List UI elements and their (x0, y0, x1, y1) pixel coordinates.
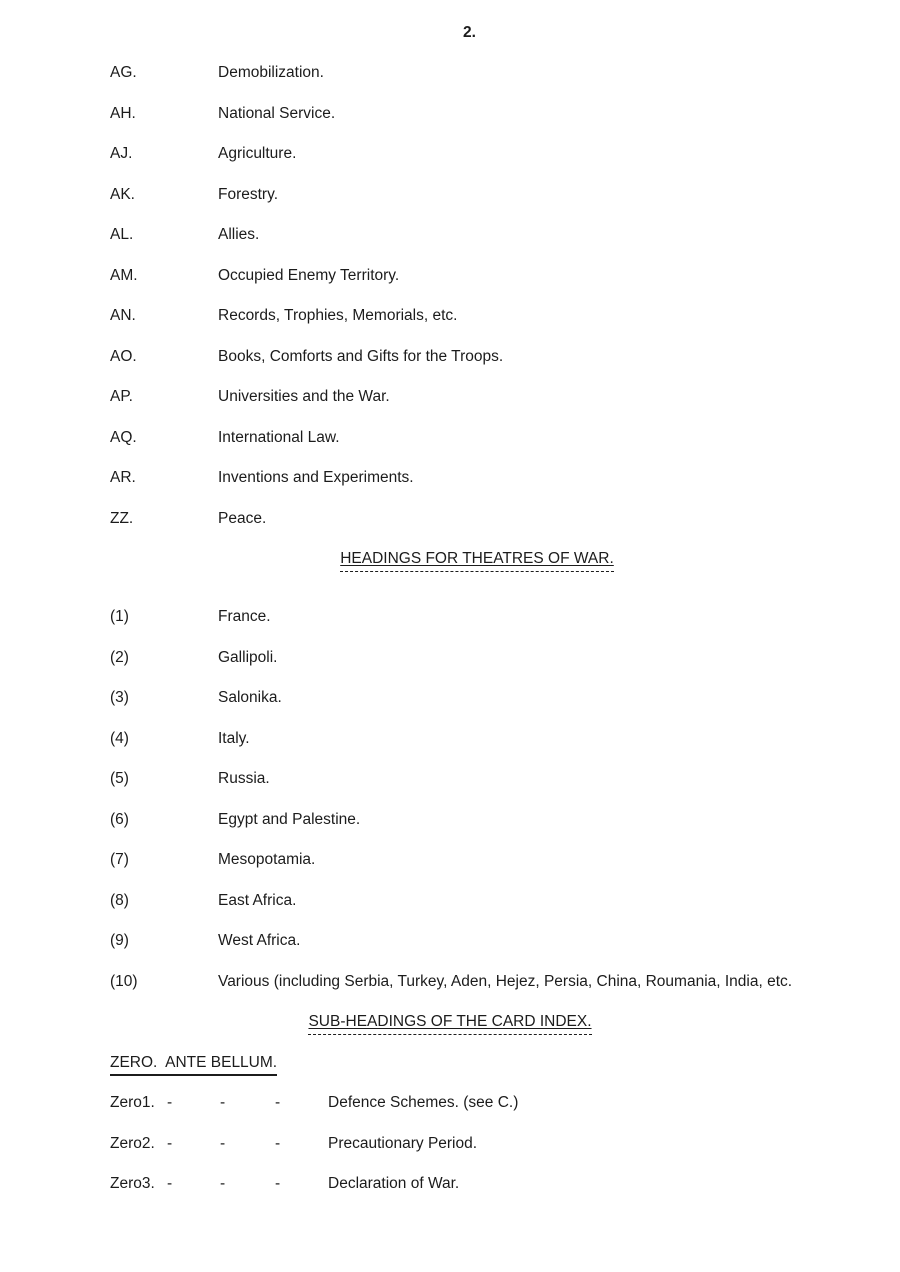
dash-separator: - (220, 1175, 226, 1192)
heading-label: Records, Trophies, Memorials, etc. (218, 307, 458, 324)
dash-separator: - (275, 1094, 281, 1111)
card-heading-row (0, 104, 900, 145)
theatre-row (0, 972, 900, 1013)
heading-code: AH. (110, 104, 136, 122)
card-heading-row (0, 225, 900, 266)
theatre-label: Various (including Serbia, Turkey, Aden, Hejez, Persia, China, Roumania, India, etc. (218, 972, 793, 990)
card-heading-row (0, 428, 900, 469)
heading-code: AJ. (110, 145, 133, 162)
theatre-label: East Africa. (218, 891, 297, 909)
theatre-row (0, 769, 900, 810)
theatre-label: Gallipoli. (218, 648, 278, 666)
theatres-heading-text: HEADINGS FOR THEATRES OF WAR. (340, 549, 614, 572)
card-heading-row (0, 63, 900, 104)
theatre-number: (4) (110, 729, 129, 747)
theatre-row (0, 729, 900, 770)
theatre-row (0, 850, 900, 891)
card-headings-list (0, 63, 900, 549)
heading-code: AG. (110, 64, 137, 81)
theatre-row (0, 931, 900, 972)
zero-item-row (0, 1174, 900, 1215)
zero-section-heading (0, 1053, 900, 1094)
zero-heading-text: ZERO. ANTE BELLUM. (110, 1053, 277, 1076)
theatre-number: (1) (110, 608, 129, 625)
zero-items-list (0, 1093, 900, 1215)
zero-item-row (0, 1134, 900, 1175)
card-heading-row (0, 509, 900, 550)
heading-label: Demobilization. (218, 64, 324, 81)
card-heading-row (0, 266, 900, 307)
theatre-label: France. (218, 608, 271, 625)
zero-item-row (0, 1093, 900, 1134)
dash-separator: - (275, 1134, 281, 1152)
theatre-row (0, 810, 900, 851)
theatre-number: (3) (110, 689, 129, 706)
theatre-number: (10) (110, 972, 138, 990)
theatre-label: West Africa. (218, 932, 301, 949)
heading-code: AQ. (110, 428, 137, 446)
theatre-row (0, 607, 900, 648)
heading-code: AL. (110, 226, 134, 243)
dash-separator: - (220, 1094, 226, 1111)
page-number: 2. (463, 24, 476, 41)
dash-separator: - (275, 1175, 281, 1192)
theatre-label: Egypt and Palestine. (218, 810, 361, 828)
zero-item-code: Zero2. (110, 1134, 155, 1152)
heading-code: AM. (110, 266, 138, 284)
theatre-number: (9) (110, 932, 129, 949)
heading-label: Agriculture. (218, 145, 297, 162)
heading-label: Inventions and Experiments. (218, 469, 414, 486)
card-heading-row (0, 347, 900, 388)
heading-code: AN. (110, 307, 136, 324)
zero-item-label: Declaration of War. (328, 1175, 460, 1192)
theatre-row (0, 891, 900, 932)
zero-item-label: Defence Schemes. (see C.) (328, 1094, 519, 1111)
heading-label: Peace. (218, 509, 267, 527)
heading-label: Universities and the War. (218, 388, 390, 405)
subheadings-heading-text: SUB-HEADINGS OF THE CARD INDEX. (308, 1012, 591, 1035)
dash-separator: - (167, 1134, 173, 1152)
card-heading-row (0, 306, 900, 347)
heading-code: AO. (110, 347, 137, 365)
zero-item-code: Zero1. (110, 1094, 155, 1111)
heading-label: Forestry. (218, 185, 278, 203)
heading-label: Occupied Enemy Territory. (218, 266, 400, 284)
dash-separator: - (167, 1094, 173, 1111)
dash-separator: - (220, 1134, 226, 1152)
theatres-list (0, 607, 900, 1012)
card-heading-row (0, 144, 900, 185)
theatre-number: (2) (110, 648, 129, 666)
theatre-label: Russia. (218, 770, 270, 787)
theatre-label: Italy. (218, 729, 250, 747)
heading-code: AP. (110, 388, 133, 405)
heading-label: Allies. (218, 226, 260, 243)
theatre-number: (6) (110, 810, 129, 828)
zero-item-code: Zero3. (110, 1175, 155, 1192)
theatre-number: (5) (110, 770, 129, 787)
theatre-number: (7) (110, 851, 129, 868)
theatres-section-heading (0, 549, 900, 607)
theatre-number: (8) (110, 891, 129, 909)
heading-label: National Service. (218, 104, 336, 122)
subheadings-section-heading (0, 1012, 900, 1053)
dash-separator: - (167, 1175, 173, 1192)
heading-code: ZZ. (110, 509, 134, 527)
heading-code: AR. (110, 469, 136, 486)
heading-label: International Law. (218, 428, 340, 446)
card-heading-row (0, 185, 900, 226)
theatre-label: Mesopotamia. (218, 851, 316, 868)
theatre-row (0, 688, 900, 729)
theatre-label: Salonika. (218, 689, 282, 706)
heading-code: AK. (110, 185, 135, 203)
heading-label: Books, Comforts and Gifts for the Troops. (218, 347, 504, 365)
card-heading-row (0, 387, 900, 428)
card-heading-row (0, 468, 900, 509)
theatre-row (0, 648, 900, 689)
zero-item-label: Precautionary Period. (328, 1134, 478, 1152)
